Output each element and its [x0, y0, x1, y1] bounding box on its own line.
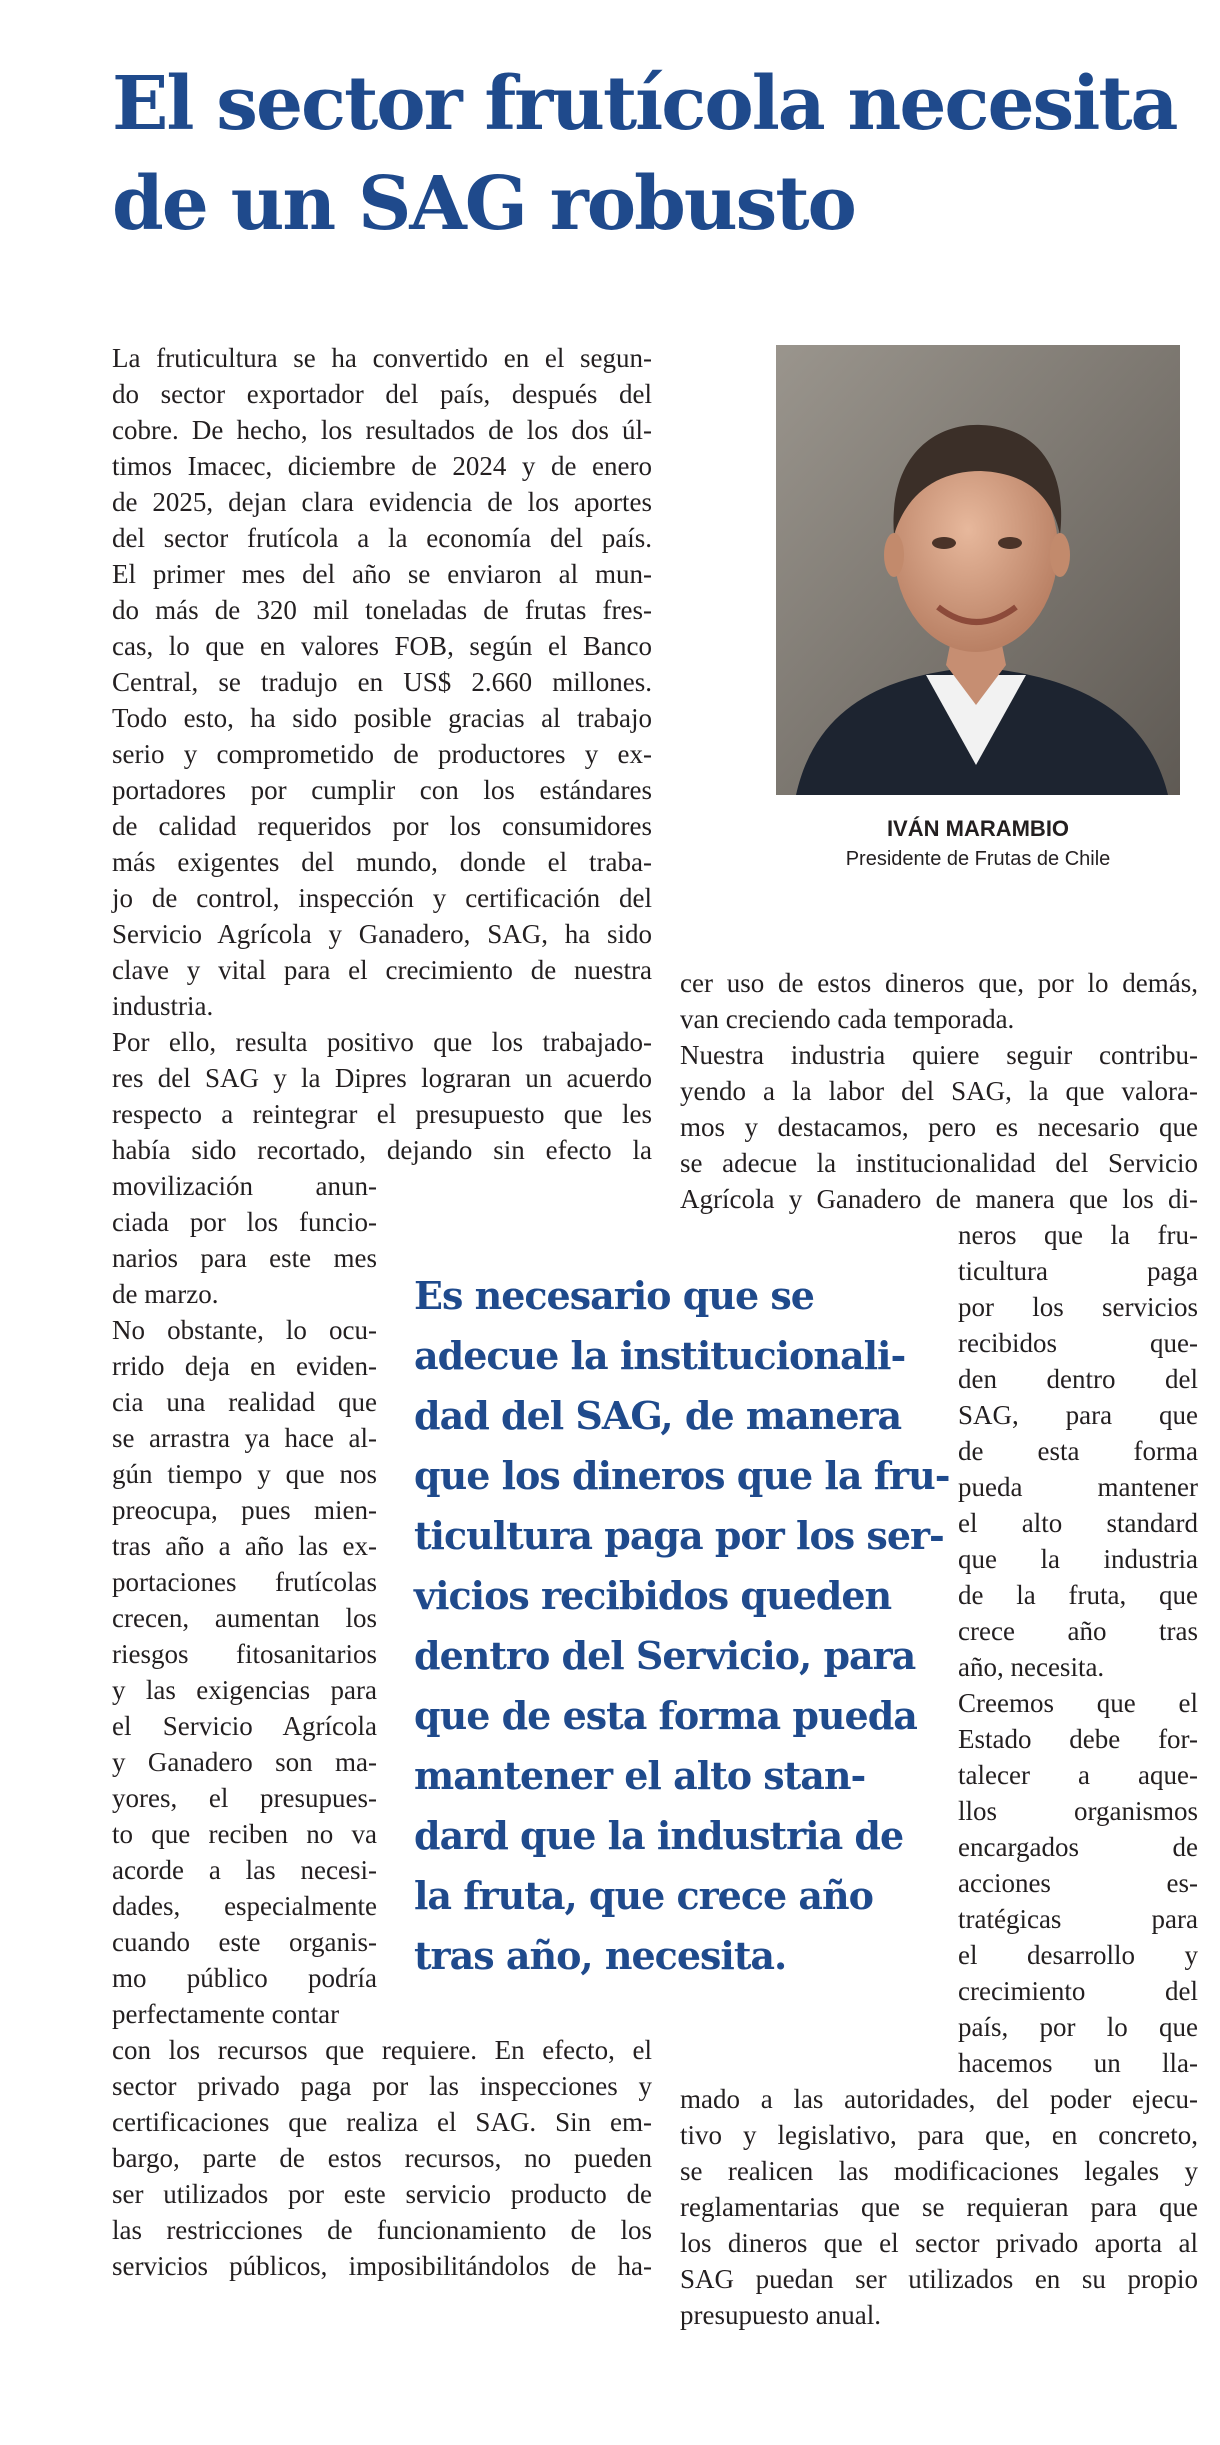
body-line: cer uso de estos dineros que, por lo demás, [680, 968, 1198, 998]
body-line: den dentro del [958, 1364, 1198, 1394]
body-line: los dineros que el sector privado aporta al [680, 2228, 1198, 2258]
headline-line: de un SAG robusto [112, 161, 855, 247]
body-line: más exigentes del mundo, donde el traba- [112, 847, 652, 877]
pullquote-line: que de esta forma pueda [414, 1693, 917, 1738]
body-line: cia una realidad que [112, 1387, 377, 1417]
body-line: acciones es- [958, 1868, 1198, 1898]
pullquote-line: dentro del Servicio, para [414, 1633, 916, 1678]
body-line: el alto standard [958, 1508, 1198, 1538]
body-line: de marzo. [112, 1279, 219, 1309]
body-line: SAG puedan ser utilizados en su propio [680, 2264, 1198, 2294]
body-line: movilización anun- [112, 1171, 377, 1201]
body-line: van creciendo cada temporada. [680, 1004, 1015, 1034]
body-line: y las exigencias para [112, 1675, 377, 1705]
body-line: se adecue la institucionalidad del Servicio [680, 1148, 1198, 1178]
body-line: Todo esto, ha sido posible gracias al trabajo [112, 703, 652, 733]
body-line: sector privado paga por las inspecciones y [112, 2071, 652, 2101]
body-line: mos y destacamos, pero es necesario que [680, 1112, 1198, 1142]
pullquote-line: mantener el alto stan- [414, 1753, 866, 1798]
body-line: servicios públicos, imposibilitándolos de ha- [112, 2251, 652, 2281]
body-line: riesgos fitosanitarios [112, 1639, 377, 1669]
body-line: por los servicios [958, 1292, 1198, 1322]
body-line: crecimiento del [958, 1976, 1198, 2006]
body-line: jo de control, inspección y certificación del [112, 883, 652, 913]
body-line: narios para este mes [112, 1243, 377, 1273]
body-line: país, por lo que [958, 2012, 1198, 2042]
body-line: Central, se tradujo en US$ 2.660 millones. [112, 667, 652, 697]
pullquote-line: tras año, necesita. [414, 1933, 787, 1978]
body-line: Nuestra industria quiere seguir contribu- [680, 1040, 1198, 1070]
body-line: industria. [112, 991, 214, 1021]
portrait-photo [776, 345, 1180, 795]
body-line: to que reciben no va [112, 1819, 377, 1849]
pullquote-line: vicios recibidos queden [414, 1573, 892, 1618]
body-line: y Ganadero son ma- [112, 1747, 377, 1777]
photo-caption-name: IVÁN MARAMBIO [886, 816, 1070, 841]
body-line: preocupa, pues mien- [112, 1495, 377, 1525]
body-line: cas, lo que en valores FOB, según el Banco [112, 631, 652, 661]
body-line: rrido deja en eviden- [112, 1351, 377, 1381]
body-line: las restricciones de funcionamiento de los [112, 2215, 652, 2245]
body-line: serio y comprometido de productores y ex- [112, 739, 652, 769]
body-line: tras año a año las ex- [112, 1531, 377, 1561]
body-line: de 2025, dejan clara evidencia de los aportes [112, 487, 652, 517]
body-line: res del SAG y la Dipres lograran un acuerdo [112, 1063, 652, 1093]
photo-caption-role: Presidente de Frutas de Chile [845, 848, 1111, 870]
body-line: llos organismos [958, 1796, 1198, 1826]
body-line: de esta forma [958, 1436, 1198, 1466]
body-line: encargados de [958, 1832, 1198, 1862]
body-line: cuando este organis- [112, 1927, 377, 1957]
body-line: se arrastra ya hace al- [112, 1423, 377, 1453]
body-line: mo público podría [112, 1963, 377, 1993]
pullquote-line: Es necesario que se [414, 1273, 814, 1318]
body-line: Servicio Agrícola y Ganadero, SAG, ha sido [112, 919, 652, 949]
portrait-photo-icon [776, 345, 1180, 795]
body-line: portadores por cumplir con los estándares [112, 775, 652, 805]
body-line: de calidad requeridos por los consumidores [112, 811, 652, 841]
body-line: Creemos que el [958, 1688, 1198, 1718]
body-line: El primer mes del año se enviaron al mun- [112, 559, 652, 589]
body-line: neros que la fru- [958, 1220, 1198, 1250]
body-line: yores, el presupues- [112, 1783, 377, 1813]
body-line: había sido recortado, dejando sin efecto la [112, 1135, 652, 1165]
body-line: recibidos que- [958, 1328, 1198, 1358]
body-line: de la fruta, que [958, 1580, 1198, 1610]
body-line: La fruticultura se ha convertido en el segun- [112, 343, 652, 373]
body-line: cobre. De hecho, los resultados de los dos úl- [112, 415, 652, 445]
body-line: clave y vital para el crecimiento de nuestra [112, 955, 652, 985]
body-line: do más de 320 mil toneladas de frutas fres- [112, 595, 652, 625]
body-line: ciada por los funcio- [112, 1207, 377, 1237]
pullquote-line: ticultura paga por los ser- [414, 1513, 944, 1558]
body-line: crece año tras [958, 1616, 1198, 1646]
body-line: timos Imacec, diciembre de 2024 y de enero [112, 451, 652, 481]
body-line: SAG, para que [958, 1400, 1198, 1430]
body-line: ser utilizados por este servicio producto de [112, 2179, 652, 2209]
body-line: gún tiempo y que nos [112, 1459, 377, 1489]
body-line: talecer a aque- [958, 1760, 1198, 1790]
body-line: mado a las autoridades, del poder ejecu- [680, 2084, 1198, 2114]
body-line: tivo y legislativo, para que, en concreto, [680, 2120, 1198, 2150]
pullquote-line: la fruta, que crece año [414, 1873, 873, 1918]
body-line: portaciones frutícolas [112, 1567, 377, 1597]
body-line: acorde a las necesi- [112, 1855, 377, 1885]
headline [112, 54, 1192, 254]
body-line: No obstante, lo ocu- [112, 1315, 377, 1345]
body-line: año, necesita. [958, 1652, 1105, 1682]
pullquote-line: que los dineros que la fru- [414, 1453, 950, 1498]
body-line: presupuesto anual. [680, 2300, 881, 2330]
body-line: tratégicas para [958, 1904, 1198, 1934]
pullquote-line: adecue la institucionali- [414, 1333, 906, 1378]
body-line: el desarrollo y [958, 1940, 1198, 1970]
body-line: reglamentarias que se requieran para que [680, 2192, 1198, 2222]
body-line: certificaciones que realiza el SAG. Sin em- [112, 2107, 652, 2137]
body-line: yendo a la labor del SAG, la que valora- [680, 1076, 1198, 1106]
body-line: bargo, parte de estos recursos, no pueden [112, 2143, 652, 2173]
headline-line: El sector frutícola necesita [112, 61, 1177, 147]
body-line: Agrícola y Ganadero de manera que los di- [680, 1184, 1198, 1214]
body-line: el Servicio Agrícola [112, 1711, 377, 1741]
body-line: respecto a reintegrar el presupuesto que les [112, 1099, 652, 1129]
body-line: que la industria [958, 1544, 1198, 1574]
body-line: del sector frutícola a la economía del país. [112, 523, 652, 553]
body-line: ticultura paga [958, 1256, 1198, 1286]
body-line: do sector exportador del país, después del [112, 379, 652, 409]
body-line: crecen, aumentan los [112, 1603, 377, 1633]
body-line: con los recursos que requiere. En efecto, el [112, 2035, 652, 2065]
body-line: se realicen las modificaciones legales y [680, 2156, 1198, 2186]
body-line: hacemos un lla- [958, 2048, 1198, 2078]
body-line: Por ello, resulta positivo que los trabajado- [112, 1027, 652, 1057]
pullquote-line: dad del SAG, de manera [414, 1393, 902, 1438]
body-line: perfectamente contar [112, 1999, 340, 2029]
body-line: dades, especialmente [112, 1891, 377, 1921]
body-line: Estado debe for- [958, 1724, 1198, 1754]
pullquote-line: dard que la industria de [414, 1813, 904, 1858]
body-line: pueda mantener [958, 1472, 1198, 1502]
